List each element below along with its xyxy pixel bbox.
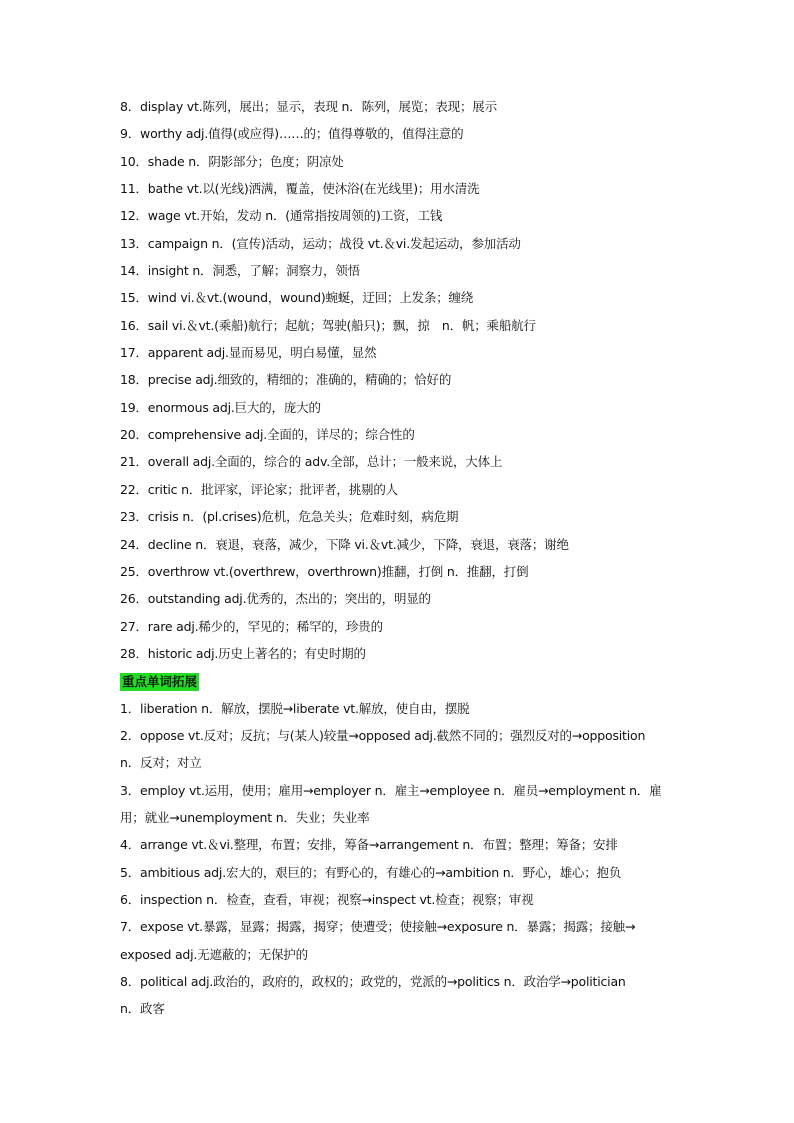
vocab-item: 15．wind vi.＆vt.(wound，wound)蜿蜒，迂回；上发条；缠绕: [120, 290, 474, 306]
vocab-item: 8．display vt.陈列，展出；显示，表现 n．陈列，展览；表现；展示: [120, 99, 497, 114]
vocab-item: 26．outstanding adj.优秀的，杰出的；突出的，明显的: [120, 591, 431, 607]
vocab-item: 12．wage vt.开始，发动 n．(通常指按周领的)工资，工钱: [120, 208, 443, 224]
section-title: 重点单词拓展: [122, 674, 198, 690]
expansion-line-continued: n．政客: [120, 1001, 165, 1017]
vocab-item: 9．worthy adj.值得(或应得)……的；值得尊敬的，值得注意的: [120, 126, 464, 142]
expansion-item: [120, 777, 680, 832]
expansion-line: 7．expose vt.暴露，显露；揭露，揭穿；使遭受；使接触→exposure n．暴露；揭露；接触→: [120, 919, 636, 935]
expansion-line: 2．oppose vt.反对；反抗；与(某人)较量→opposed adj.截然不同的；强烈反对的→opposition: [120, 727, 646, 743]
expansion-line: 4．arrange vt.＆vi.整理，布置；安排，筹备→arrangement n．布置；整理；筹备；安排: [120, 837, 618, 853]
vocab-item: 20．comprehensive adj.全面的，详尽的；综合性的: [120, 427, 415, 443]
expansion-item: [120, 886, 680, 913]
expansion-line: 3．employ vt.运用，使用；雇用→employer n．雇主→employee n．雇员→employment n．雇: [120, 782, 662, 798]
expansion-line: 8．political adj.政治的，政府的，政权的；政党的，党派的→politics n．政治学→politician: [120, 974, 626, 989]
expansion-item: [120, 913, 680, 968]
vocab-item: 28．historic adj.历史上著名的；有史时期的: [120, 645, 366, 661]
vocab-item: 16．sail vi.＆vt.(乘船)航行；起航；驾驶(船只)；飘，掠 n．帆；乘船航行: [120, 317, 536, 333]
vocab-item: 19．enormous adj.巨大的，庞大的: [120, 399, 321, 415]
expansion-item: [120, 831, 680, 858]
vocab-item: 23．crisis n．(pl.crises)危机，危急关头；危难时刻，病危期: [120, 509, 459, 525]
expansion-line: 6．inspection n．检查，查看，审视；视察→inspect vt.检查；视察；审视: [120, 891, 534, 907]
expansion-line-continued: exposed adj.无遮蔽的；无保护的: [120, 946, 308, 962]
vocab-item: 17．apparent adj.显而易见，明白易懂，显然: [120, 345, 377, 361]
vocab-item: 10．shade n．阴影部分；色度；阴凉处: [120, 153, 344, 169]
expansion-item: [120, 968, 680, 1023]
vocab-item: 11．bathe vt.以(光线)洒满，覆盖，使沐浴(在光线里)；用水清洗: [120, 181, 480, 197]
expansion-line: 1．liberation n．解放，摆脱→liberate vt.解放，使自由，摆脱: [120, 700, 470, 716]
vocab-item: 14．insight n．洞悉，了解；洞察力，领悟: [120, 263, 360, 279]
vocab-item: 13．campaign n．(宣传)活动，运动；战役 vt.＆vi.发起运动，参加活动: [120, 235, 521, 251]
expansion-line-continued: 用；就业→unemployment n．失业；失业率: [120, 809, 370, 825]
expansion-line-continued: n．反对；对立: [120, 755, 202, 771]
vocab-item: 25．overthrow vt.(overthrew，overthrown)推翻，打倒 n．推翻，打倒: [120, 563, 529, 579]
expansion-item: [120, 859, 680, 886]
vocab-item: 18．precise adj.细致的，精细的；准确的，精确的；恰好的: [120, 372, 452, 388]
vocab-item: 22．critic n．批评家，评论家；批评者，挑剔的人: [120, 481, 398, 497]
vocab-item: 27．rare adj.稀少的，罕见的；稀罕的，珍贵的: [120, 618, 383, 634]
vocab-list: [120, 93, 680, 667]
section-title-row: [120, 667, 680, 694]
expansion-item: [120, 695, 680, 722]
vocab-item: 21．overall adj.全面的，综合的 adv.全部，总计；一般来说，大体上: [120, 454, 503, 470]
expansion-item: [120, 722, 680, 777]
expansion-line: 5．ambitious adj.宏大的，艰巨的；有野心的，有雄心的→ambition n．野心，雄心；抱负: [120, 864, 622, 880]
document-page: [120, 93, 680, 1023]
vocab-item: 24．decline n．衰退，衰落，减少，下降 vi.＆vt.减少，下降，衰退，衰落；谢绝: [120, 536, 569, 552]
expansion-list: [120, 695, 680, 1023]
